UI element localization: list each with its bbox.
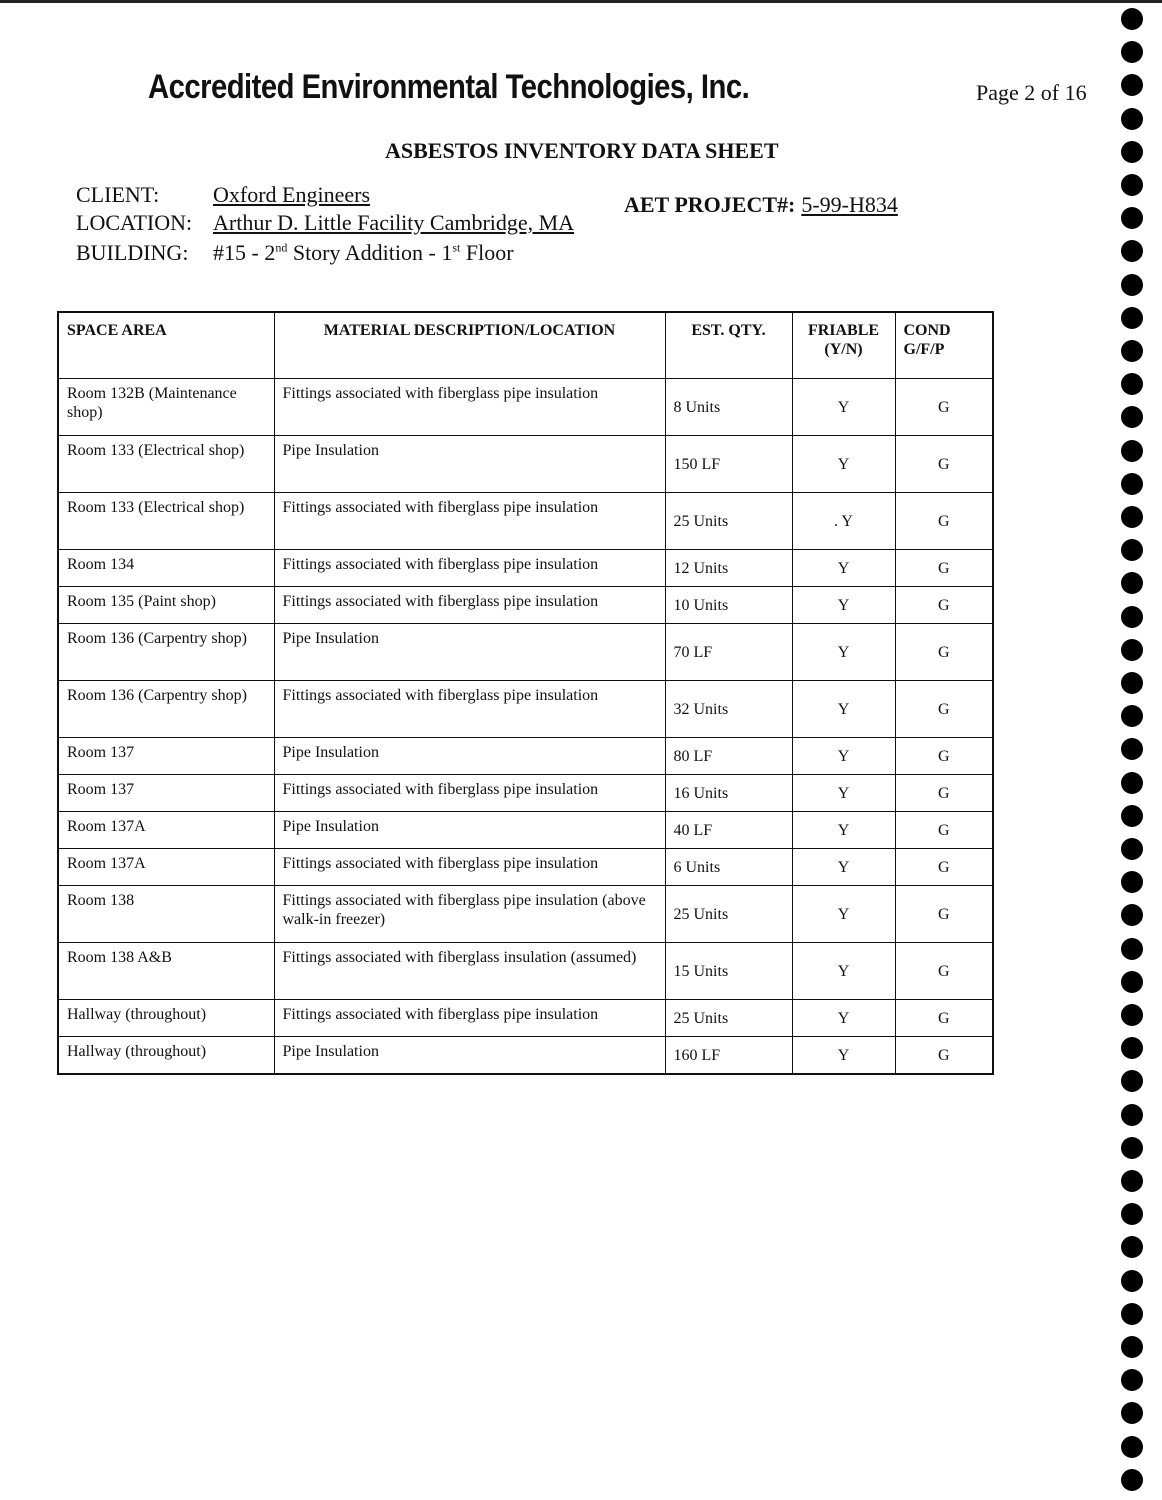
cell-cond: G <box>895 681 993 738</box>
cell-material: Pipe Insulation <box>274 436 665 493</box>
cell-qty: 8 Units <box>665 379 792 436</box>
company-name: Accredited Environmental Technologies, Inc. <box>148 68 750 106</box>
table-row <box>58 436 993 493</box>
client-line <box>76 182 370 208</box>
binder-hole <box>1121 871 1143 893</box>
cell-qty: 25 Units <box>665 493 792 550</box>
cell-friable: Y <box>792 738 895 775</box>
table-row <box>58 1037 993 1075</box>
binder-hole <box>1121 639 1143 661</box>
binder-hole <box>1121 1303 1143 1325</box>
binder-hole <box>1121 904 1143 926</box>
binder-hole <box>1121 1469 1143 1491</box>
cell-friable: Y <box>792 943 895 1000</box>
table-row <box>58 587 993 624</box>
project-value: 5-99-H834 <box>801 192 898 217</box>
cell-friable: Y <box>792 849 895 886</box>
table-row <box>58 775 993 812</box>
cell-qty: 12 Units <box>665 550 792 587</box>
table-row <box>58 738 993 775</box>
binder-hole <box>1121 108 1143 130</box>
cell-qty: 150 LF <box>665 436 792 493</box>
cell-friable: Y <box>792 436 895 493</box>
building-suffix: Floor <box>460 240 514 265</box>
cell-friable: Y <box>792 681 895 738</box>
binder-hole <box>1121 1270 1143 1292</box>
binder-hole <box>1121 1369 1143 1391</box>
binder-hole <box>1121 606 1143 628</box>
cell-qty: 70 LF <box>665 624 792 681</box>
cell-friable: Y <box>792 812 895 849</box>
table-row <box>58 550 993 587</box>
cell-material: Pipe Insulation <box>274 624 665 681</box>
cell-cond: G <box>895 379 993 436</box>
cell-space-area: Hallway (throughout) <box>58 1000 274 1037</box>
binder-hole <box>1121 141 1143 163</box>
binder-holes <box>1121 8 1145 1498</box>
binder-hole <box>1121 672 1143 694</box>
building-sup-st: st <box>452 240 461 255</box>
cell-material: Pipe Insulation <box>274 738 665 775</box>
cell-cond: G <box>895 849 993 886</box>
binder-hole <box>1121 1137 1143 1159</box>
table-row <box>58 812 993 849</box>
cell-friable: Y <box>792 379 895 436</box>
cell-material: Fittings associated with fiberglass insulation (assumed) <box>274 943 665 1000</box>
location-label: LOCATION: <box>76 210 193 235</box>
building-mid: Story Addition - 1 <box>287 240 453 265</box>
cell-qty: 16 Units <box>665 775 792 812</box>
cell-cond: G <box>895 436 993 493</box>
cell-friable: Y <box>792 550 895 587</box>
binder-hole <box>1121 838 1143 860</box>
table-row <box>58 849 993 886</box>
cell-friable: Y <box>792 1000 895 1037</box>
cell-space-area: Room 132B (Maintenance shop) <box>58 379 274 436</box>
page-number <box>976 80 1087 106</box>
binder-hole <box>1121 340 1143 362</box>
cell-qty: 160 LF <box>665 1037 792 1075</box>
binder-hole <box>1121 174 1143 196</box>
cell-cond: G <box>895 886 993 943</box>
cell-space-area: Room 137 <box>58 775 274 812</box>
table-row <box>58 1000 993 1037</box>
binder-hole <box>1121 1037 1143 1059</box>
cell-friable: . Y <box>792 493 895 550</box>
table-row <box>58 379 993 436</box>
cell-friable: Y <box>792 587 895 624</box>
table-row <box>58 624 993 681</box>
binder-hole <box>1121 805 1143 827</box>
cell-cond: G <box>895 1037 993 1075</box>
table-row <box>58 681 993 738</box>
cell-cond: G <box>895 738 993 775</box>
cell-space-area: Room 133 (Electrical shop) <box>58 436 274 493</box>
binder-hole <box>1121 274 1143 296</box>
binder-hole <box>1121 1336 1143 1358</box>
cell-space-area: Room 135 (Paint shop) <box>58 587 274 624</box>
binder-hole <box>1121 1004 1143 1026</box>
header-friable-line2: (Y/N) <box>824 341 863 358</box>
location-value: Arthur D. Little Facility Cambridge, MA <box>213 210 575 235</box>
cell-friable: Y <box>792 775 895 812</box>
cell-friable: Y <box>792 1037 895 1075</box>
building-prefix: #15 - 2 <box>213 240 276 265</box>
cell-qty: 15 Units <box>665 943 792 1000</box>
cell-space-area: Room 136 (Carpentry shop) <box>58 624 274 681</box>
cell-material: Fittings associated with fiberglass pipe insulation (above walk-in freezer) <box>274 886 665 943</box>
inventory-table <box>57 311 994 1075</box>
cell-qty: 25 Units <box>665 1000 792 1037</box>
binder-hole <box>1121 1070 1143 1092</box>
page-number-total: 16 <box>1064 80 1087 105</box>
page-top-edge <box>0 0 1162 3</box>
location-line <box>76 210 574 236</box>
cell-cond: G <box>895 493 993 550</box>
header-cond-line2: G/F/P <box>903 341 945 358</box>
cell-friable: Y <box>792 624 895 681</box>
binder-hole <box>1121 506 1143 528</box>
binder-hole <box>1121 1402 1143 1424</box>
cell-material: Fittings associated with fiberglass pipe insulation <box>274 493 665 550</box>
table-row <box>58 886 993 943</box>
binder-hole <box>1121 1203 1143 1225</box>
binder-hole <box>1121 938 1143 960</box>
cell-space-area: Room 134 <box>58 550 274 587</box>
binder-hole <box>1121 772 1143 794</box>
building-sup-nd: nd <box>275 240 288 255</box>
binder-hole <box>1121 307 1143 329</box>
header-space-area: SPACE AREA <box>58 312 274 379</box>
binder-hole <box>1121 8 1143 30</box>
cell-cond: G <box>895 550 993 587</box>
binder-hole <box>1121 1170 1143 1192</box>
cell-material: Fittings associated with fiberglass pipe insulation <box>274 775 665 812</box>
cell-qty: 40 LF <box>665 812 792 849</box>
binder-hole <box>1121 738 1143 760</box>
cell-space-area: Room 137A <box>58 849 274 886</box>
cell-space-area: Room 136 (Carpentry shop) <box>58 681 274 738</box>
binder-hole <box>1121 1104 1143 1126</box>
cell-space-area: Room 137A <box>58 812 274 849</box>
cell-material: Fittings associated with fiberglass pipe insulation <box>274 681 665 738</box>
page-number-prefix: Page 2 of <box>976 80 1060 105</box>
cell-material: Fittings associated with fiberglass pipe insulation <box>274 550 665 587</box>
building-line <box>76 240 514 266</box>
binder-hole <box>1121 440 1143 462</box>
binder-hole <box>1121 539 1143 561</box>
binder-hole <box>1121 240 1143 262</box>
client-value: Oxford Engineers <box>213 182 371 207</box>
binder-hole <box>1121 705 1143 727</box>
cell-space-area: Room 138 A&B <box>58 943 274 1000</box>
header-friable-line1: FRIABLE <box>807 322 880 339</box>
cell-space-area: Hallway (throughout) <box>58 1037 274 1075</box>
table-row <box>58 493 993 550</box>
cell-space-area: Room 137 <box>58 738 274 775</box>
binder-hole <box>1121 373 1143 395</box>
binder-hole <box>1121 572 1143 594</box>
cell-cond: G <box>895 812 993 849</box>
binder-hole <box>1121 406 1143 428</box>
binder-hole <box>1121 971 1143 993</box>
header-cond-line1: COND <box>903 322 951 339</box>
cell-material: Fittings associated with fiberglass pipe insulation <box>274 379 665 436</box>
header-qty: EST. QTY. <box>665 312 792 379</box>
cell-qty: 32 Units <box>665 681 792 738</box>
cell-space-area: Room 138 <box>58 886 274 943</box>
project-line <box>624 192 898 218</box>
table-header-row <box>58 312 993 379</box>
binder-hole <box>1121 473 1143 495</box>
binder-hole <box>1121 74 1143 96</box>
cell-space-area: Room 133 (Electrical shop) <box>58 493 274 550</box>
binder-hole <box>1121 41 1143 63</box>
cell-material: Pipe Insulation <box>274 1037 665 1075</box>
cell-material: Fittings associated with fiberglass pipe insulation <box>274 849 665 886</box>
cell-material: Fittings associated with fiberglass pipe insulation <box>274 1000 665 1037</box>
cell-qty: 6 Units <box>665 849 792 886</box>
table-body <box>58 379 993 1075</box>
sheet-title: ASBESTOS INVENTORY DATA SHEET <box>385 138 779 163</box>
header-friable <box>792 312 895 379</box>
cell-cond: G <box>895 775 993 812</box>
binder-hole <box>1121 1236 1143 1258</box>
cell-qty: 25 Units <box>665 886 792 943</box>
header-cond <box>895 312 993 379</box>
cell-cond: G <box>895 587 993 624</box>
client-label: CLIENT: <box>76 182 160 207</box>
building-value <box>213 240 514 265</box>
cell-friable: Y <box>792 886 895 943</box>
cell-material: Fittings associated with fiberglass pipe insulation <box>274 587 665 624</box>
project-label: AET PROJECT#: <box>624 192 796 217</box>
binder-hole <box>1121 1436 1143 1458</box>
cell-cond: G <box>895 1000 993 1037</box>
binder-hole <box>1121 207 1143 229</box>
cell-cond: G <box>895 943 993 1000</box>
cell-qty: 10 Units <box>665 587 792 624</box>
header-material: MATERIAL DESCRIPTION/LOCATION <box>274 312 665 379</box>
building-label: BUILDING: <box>76 240 189 265</box>
cell-qty: 80 LF <box>665 738 792 775</box>
cell-cond: G <box>895 624 993 681</box>
table-row <box>58 943 993 1000</box>
cell-material: Pipe Insulation <box>274 812 665 849</box>
